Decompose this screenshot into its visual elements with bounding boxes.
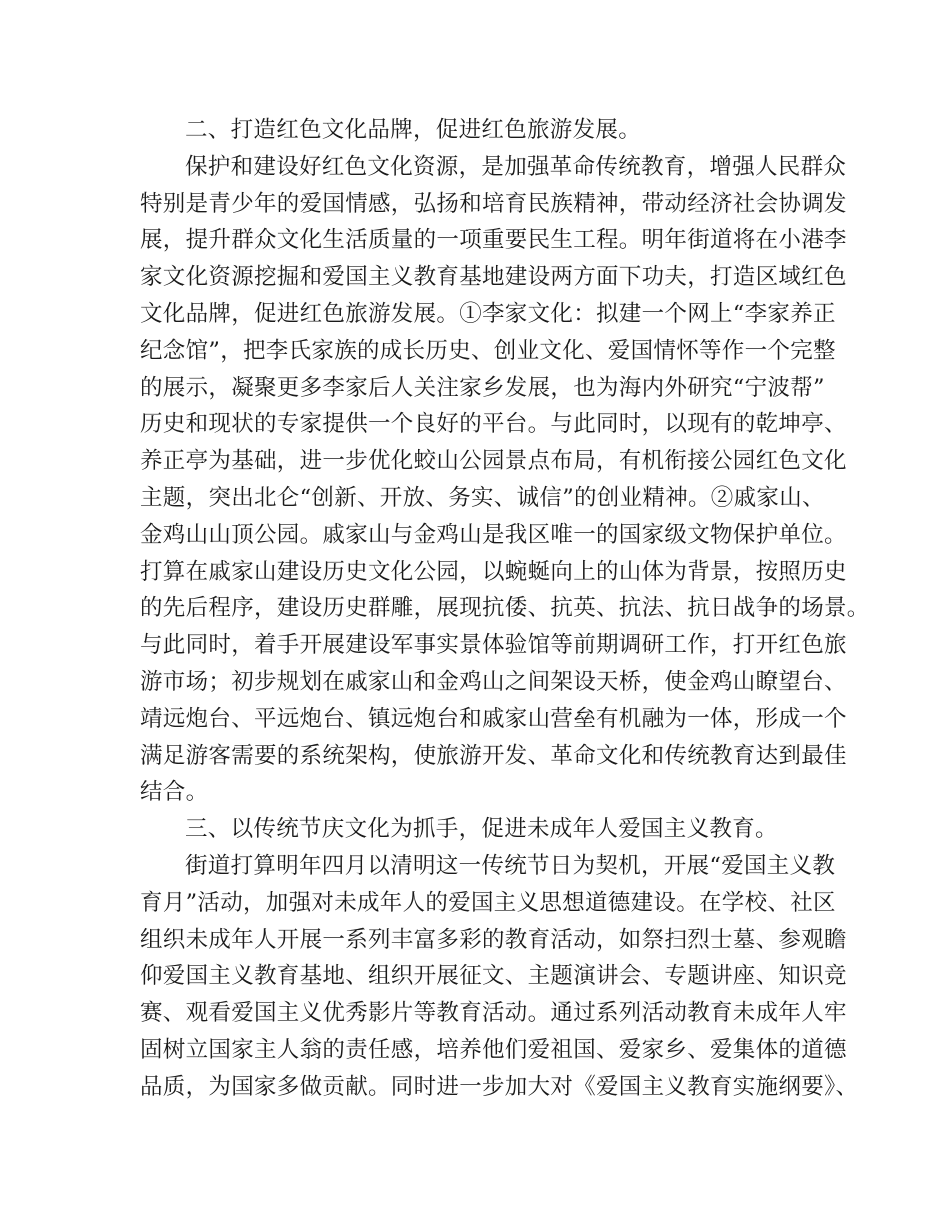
paragraph-line: 养正亭为基础，进一步优化蛟山公园景点布局，有机衔接公园红色文化 <box>140 448 847 475</box>
paragraph-line: 靖远炮台、平远炮台、镇远炮台和戚家山营垒有机融为一体，形成一个 <box>140 705 847 732</box>
document-body <box>140 112 870 1106</box>
paragraph-line: 金鸡山山顶公园。戚家山与金鸡山是我区唯一的国家级文物保护单位。 <box>140 521 847 548</box>
paragraph-line: 组织未成年人开展一系列丰富多彩的教育活动，如祭扫烈士墓、参观瞻 <box>140 926 847 953</box>
paragraph-line: 家文化资源挖掘和爱国主义教育基地建设两方面下功夫，打造区域红色 <box>140 264 847 291</box>
section-heading-2: 二、打造红色文化品牌，促进红色旅游发展。 <box>185 117 642 143</box>
paragraph-line: 的展示，凝聚更多李家后人关注家乡发展，也为海内外研究“宁波帮” <box>140 374 825 401</box>
paragraph-line: 主题，突出北仑“创新、开放、务实、诚信”的创业精神。②戚家山、 <box>140 484 825 511</box>
paragraph-line: 展，提升群众文化生活质量的一项重要民生工程。明年街道将在小港李 <box>140 227 847 254</box>
paragraph-line: 文化品牌，促进红色旅游发展。①李家文化：拟建一个网上“李家养正 <box>140 300 836 327</box>
paragraph-line: 赛、观看爱国主义优秀影片等教育活动。通过系列活动教育未成年人牢 <box>140 1000 847 1027</box>
paragraph-line: 结合。 <box>140 779 209 806</box>
paragraph-line: 仰爱国主义教育基地、组织开展征文、主题演讲会、专题讲座、知识竞 <box>140 963 847 990</box>
paragraph-line: 满足游客需要的系统架构，使旅游开发、革命文化和传统教育达到最佳 <box>140 742 847 769</box>
paragraph-line: 固树立国家主人翁的责任感，培养他们爱祖国、爱家乡、爱集体的道德 <box>140 1036 847 1063</box>
section-heading-3: 三、以传统节庆文化为抓手，促进未成年人爱国主义教育。 <box>185 816 778 843</box>
paragraph-line: 历史和现状的专家提供一个良好的平台。与此同时，以现有的乾坤亭、 <box>140 411 847 438</box>
section-2-paragraph <box>140 149 870 811</box>
section-3-paragraph <box>140 848 859 1106</box>
paragraph-line: 街道打算明年四月以清明这一传统节日为契机，开展“爱国主义教 <box>185 852 836 879</box>
paragraph-line: 纪念馆”，把李氏家族的成长历史、创业文化、爱国情怀等作一个完整 <box>140 337 836 364</box>
paragraph-line: 保护和建设好红色文化资源，是加强革命传统教育，增强人民群众 <box>185 153 847 180</box>
paragraph-line: 打算在戚家山建设历史文化公园，以蜿蜒向上的山体为背景，按照历史 <box>140 558 847 585</box>
paragraph-line: 游市场；初步规划在戚家山和金鸡山之间架设天桥，使金鸡山瞭望台、 <box>140 668 847 695</box>
paragraph-line: 品质，为国家多做贡献。同时进一步加大对《爱国主义教育实施纲要》、 <box>140 1073 859 1100</box>
paragraph-line: 特别是青少年的爱国情感，弘扬和培育民族精神，带动经济社会协调发 <box>140 190 847 217</box>
paragraph-line: 育月”活动，加强对未成年人的爱国主义思想道德建设。在学校、社区 <box>140 889 836 916</box>
paragraph-line: 的先后程序，建设历史群雕，展现抗倭、抗英、抗法、抗日战争的场景。 <box>140 595 870 622</box>
paragraph-line: 与此同时，着手开展建设军事实景体验馆等前期调研工作，打开红色旅 <box>140 632 847 659</box>
